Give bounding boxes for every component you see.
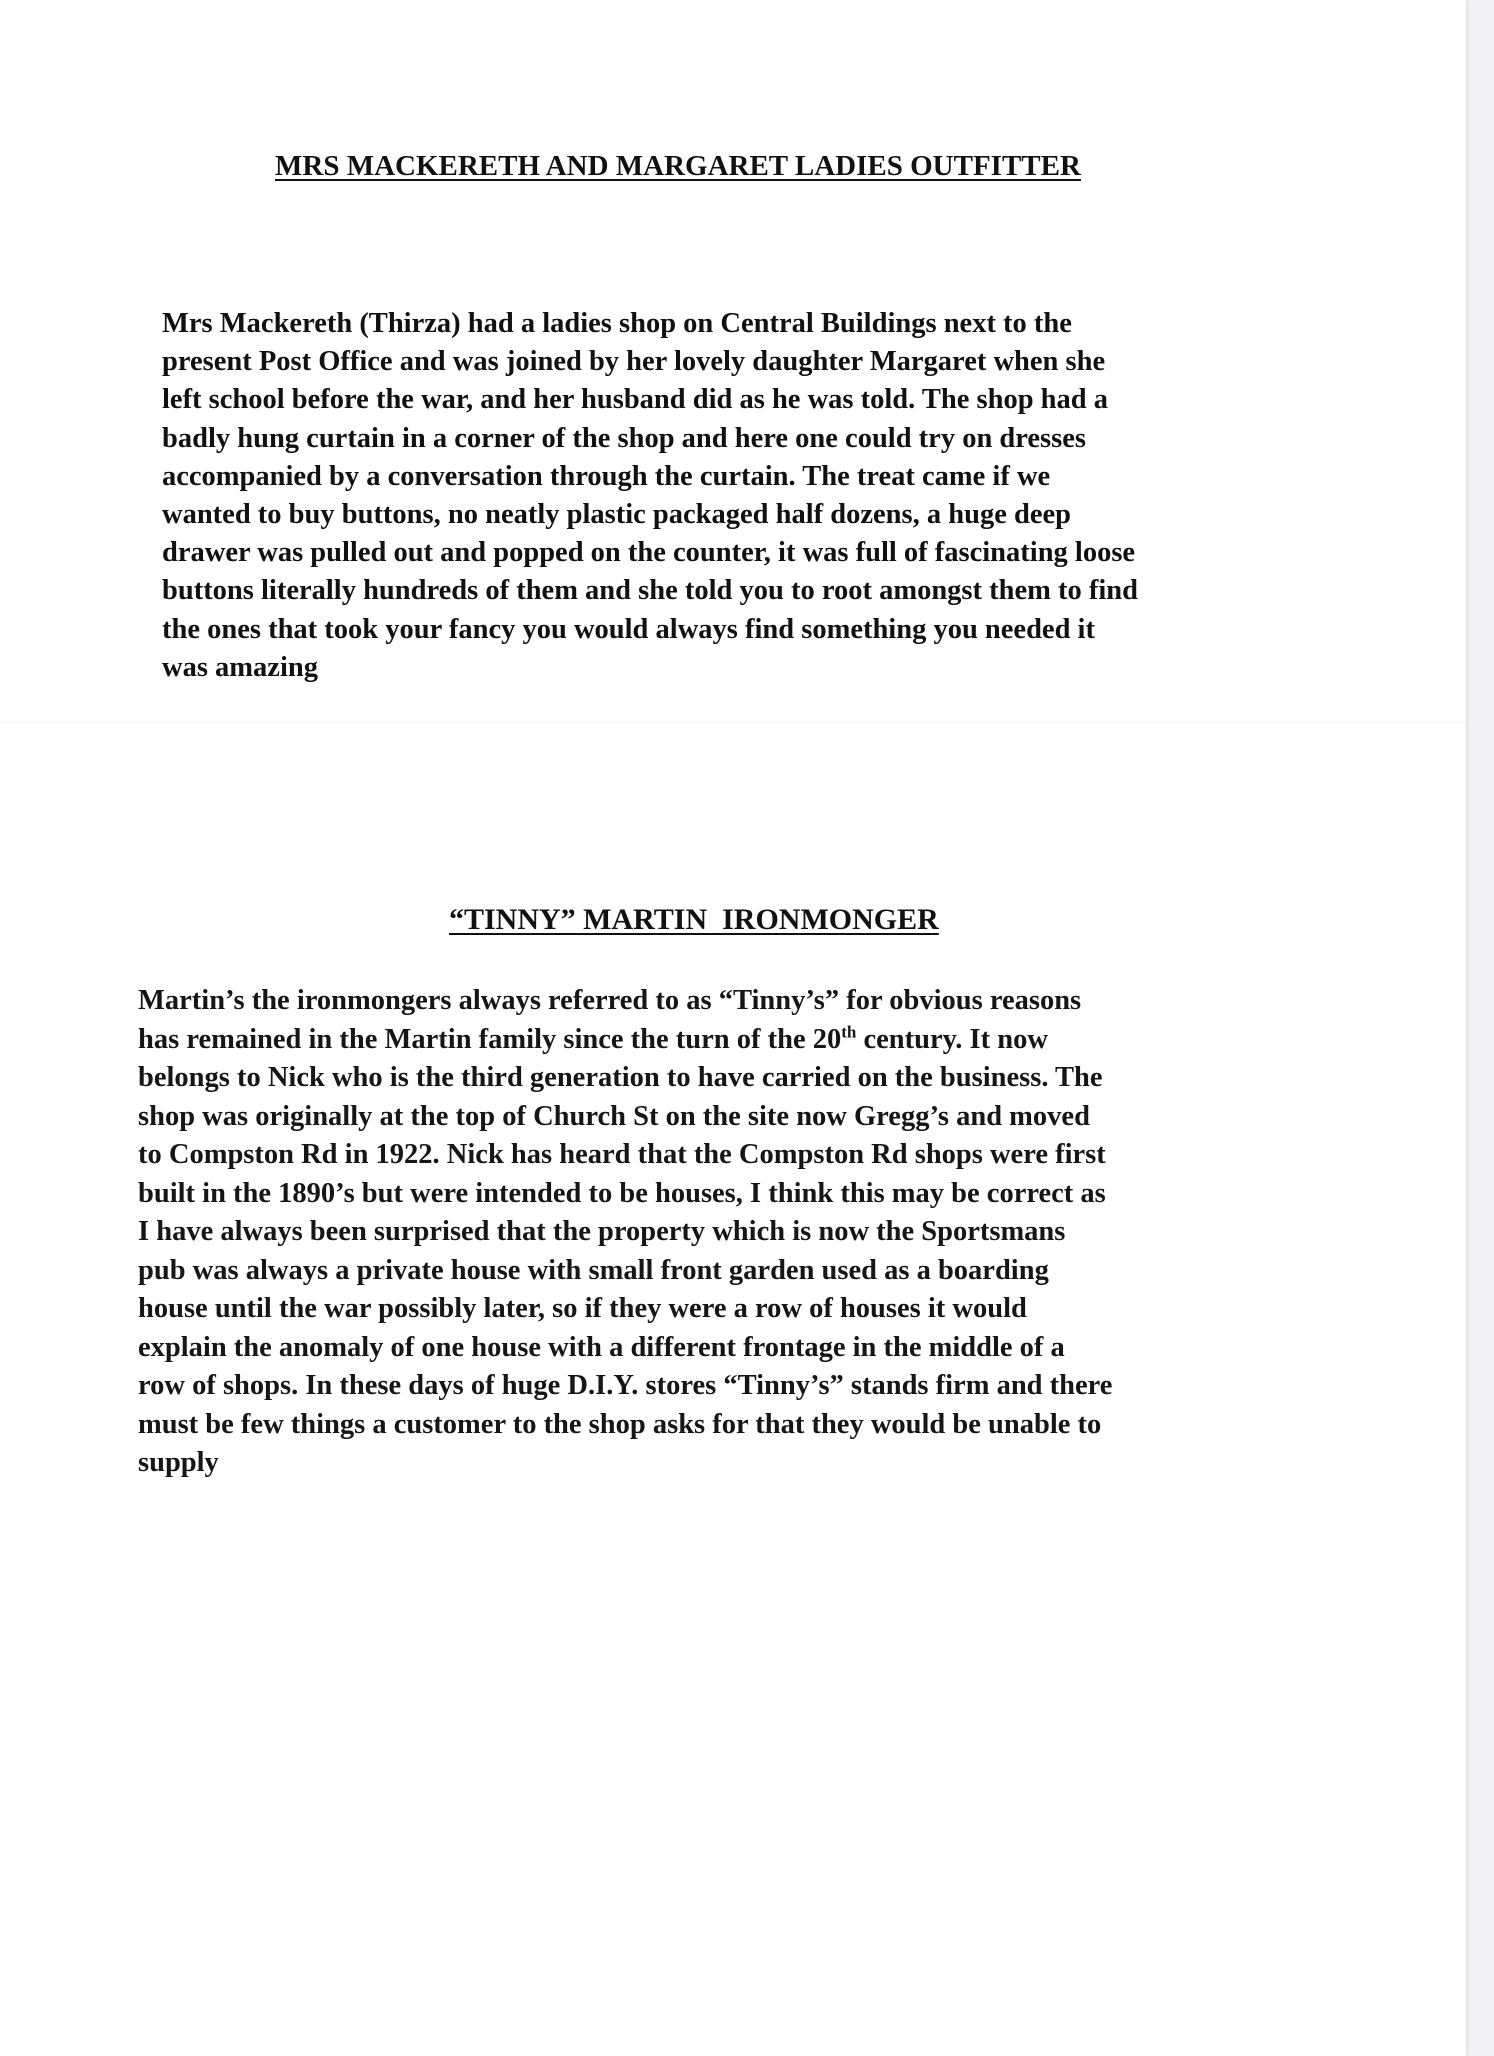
text-line: must be few things a customer to the shop asks for that they would be unable to xyxy=(138,1408,1102,1440)
text-line: was amazing xyxy=(162,651,318,683)
text-line: built in the 1890’s but were intended to be houses, I think this may be correct as xyxy=(138,1177,1106,1209)
ordinal-superscript: th xyxy=(841,1022,857,1041)
text-line: badly hung curtain in a corner of the shop and here one could try on dresses xyxy=(162,422,1086,454)
text-line: belongs to Nick who is the third generation to have carried on the business. The xyxy=(138,1062,1103,1093)
section-body-outfitter xyxy=(162,305,1342,687)
text-line: Mrs Mackereth (Thirza) had a ladies shop on Central Buildings next to the xyxy=(162,308,1072,339)
text-line: accompanied by a conversation through the curtain. The treat came if we xyxy=(162,460,1051,492)
text-line: wanted to buy buttons, no neatly plastic packaged half dozens, a huge deep xyxy=(162,499,1071,531)
text-line: left school before the war, and her husband did as he was told. The shop had a xyxy=(162,384,1108,416)
text-line: drawer was pulled out and popped on the counter, it was full of fascinating loose xyxy=(162,537,1136,569)
text-fragment: century. It now xyxy=(856,1023,1048,1055)
section-title-outfitter: MRS MACKERETH AND MARGARET LADIES OUTFITTER xyxy=(275,150,1081,182)
section-body-ironmonger xyxy=(138,982,1358,1483)
text-line: row of shops. In these days of huge D.I.Y. stores “Tinny’s” stands firm and there xyxy=(138,1370,1113,1401)
text-line: I have always been surprised that the property which is now the Sportsmans xyxy=(138,1216,1066,1247)
text-line-with-superscript xyxy=(138,1021,1358,1060)
text-line: explain the anomaly of one house with a different frontage in the middle of a xyxy=(138,1331,1065,1363)
section-title-ironmonger: “TINNY” MARTIN IRONMONGER xyxy=(449,903,939,936)
text-line: the ones that took your fancy you would always find something you needed it xyxy=(162,613,1095,645)
text-fragment: has remained in the Martin family since the turn of the 20 xyxy=(138,1023,842,1055)
text-line: supply xyxy=(138,1447,219,1478)
text-line: pub was always a private house with small front garden used as a boarding xyxy=(138,1254,1049,1286)
text-line: Martin’s the ironmongers always referred to as “Tinny’s” for obvious reasons xyxy=(138,985,1082,1016)
text-line: shop was originally at the top of Church St on the site now Gregg’s and moved xyxy=(138,1100,1090,1132)
text-line: present Post Office and was joined by her lovely daughter Margaret when she xyxy=(162,346,1106,378)
text-line: buttons literally hundreds of them and she told you to root amongst them to find xyxy=(162,575,1138,607)
text-line: house until the war possibly later, so if they were a row of houses it would xyxy=(138,1293,1027,1324)
text-line: to Compston Rd in 1922. Nick has heard that the Compston Rd shops were first xyxy=(138,1139,1106,1170)
page-fold-line xyxy=(0,722,1466,724)
